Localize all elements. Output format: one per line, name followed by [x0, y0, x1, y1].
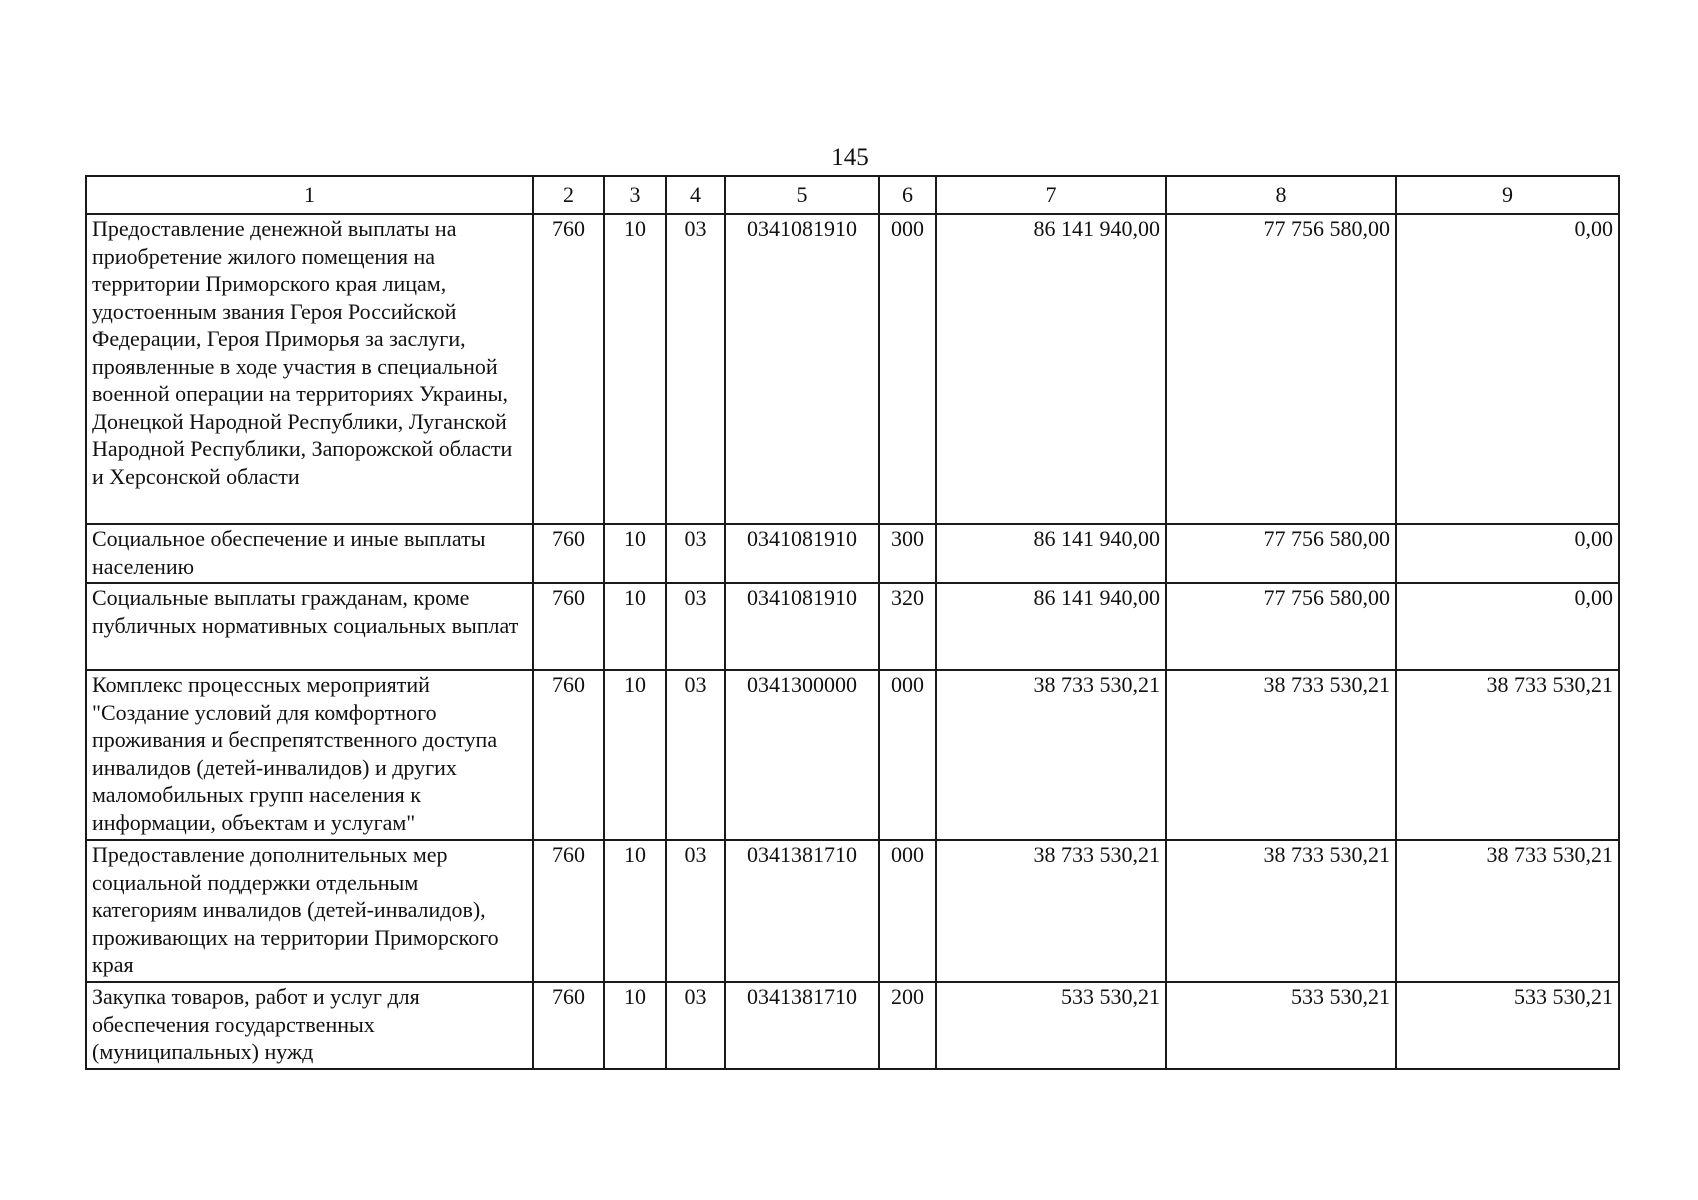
- header-cell: 7: [936, 176, 1166, 214]
- row-csr: 0341381710: [725, 840, 879, 982]
- row-sum-9: 38 733 530,21: [1396, 840, 1619, 982]
- row-sum-7: 86 141 940,00: [936, 524, 1166, 583]
- row-sum-8: 77 756 580,00: [1166, 583, 1396, 670]
- row-rz: 10: [604, 840, 666, 982]
- budget-table: [85, 175, 1620, 1070]
- header-row: [86, 176, 1619, 214]
- row-vr: 320: [879, 583, 936, 670]
- row-pr: 03: [666, 840, 725, 982]
- table-row: [86, 583, 1619, 670]
- row-sum-7: 38 733 530,21: [936, 670, 1166, 840]
- table-row: [86, 840, 1619, 982]
- table-row: [86, 214, 1619, 524]
- row-name: Закупка товаров, работ и услуг для обеспечения государственных (муниципальных) нужд: [86, 982, 533, 1069]
- header-cell: 3: [604, 176, 666, 214]
- row-vr: 300: [879, 524, 936, 583]
- table-row: [86, 982, 1619, 1069]
- row-name: Социальные выплаты гражданам, кроме публичных нормативных социальных выплат: [86, 583, 533, 670]
- row-name: Предоставление денежной выплаты на приобретение жилого помещения на территории Приморского края лицам, удостоенным звания Героя Российской Федерации, Героя Приморья за заслуги, проявленные в ходе участия в специальной военной операции на территориях Украины, Донецкой Народной Республики, Луганской Народной Республики, Запорожской области и Херсонской области: [86, 214, 533, 524]
- table-row: [86, 524, 1619, 583]
- row-rz: 10: [604, 524, 666, 583]
- row-sum-9: 0,00: [1396, 214, 1619, 524]
- row-grbs: 760: [533, 524, 604, 583]
- row-vr: 200: [879, 982, 936, 1069]
- row-csr: 0341081910: [725, 214, 879, 524]
- page-number: 145: [831, 144, 869, 171]
- row-sum-8: 77 756 580,00: [1166, 524, 1396, 583]
- row-rz: 10: [604, 670, 666, 840]
- row-rz: 10: [604, 583, 666, 670]
- row-sum-7: 533 530,21: [936, 982, 1166, 1069]
- row-sum-7: 86 141 940,00: [936, 214, 1166, 524]
- row-name: Комплекс процессных мероприятий "Создание условий для комфортного проживания и беспрепятственного доступа инвалидов (детей-инвалидов) и других маломобильных групп населения к информации, объектам и услугам": [86, 670, 533, 840]
- header-cell: 1: [86, 176, 533, 214]
- row-pr: 03: [666, 982, 725, 1069]
- row-rz: 10: [604, 214, 666, 524]
- row-name: Предоставление дополнительных мер социальной поддержки отдельным категориям инвалидов (детей-инвалидов), проживающих на территории Приморского края: [86, 840, 533, 982]
- row-sum-9: 0,00: [1396, 583, 1619, 670]
- header-cell: 6: [879, 176, 936, 214]
- row-vr: 000: [879, 670, 936, 840]
- row-pr: 03: [666, 214, 725, 524]
- row-sum-9: 0,00: [1396, 524, 1619, 583]
- row-sum-8: 38 733 530,21: [1166, 840, 1396, 982]
- row-sum-8: 77 756 580,00: [1166, 214, 1396, 524]
- row-vr: 000: [879, 840, 936, 982]
- row-grbs: 760: [533, 583, 604, 670]
- row-sum-7: 38 733 530,21: [936, 840, 1166, 982]
- row-csr: 0341081910: [725, 524, 879, 583]
- row-rz: 10: [604, 982, 666, 1069]
- row-grbs: 760: [533, 982, 604, 1069]
- header-cell: 2: [533, 176, 604, 214]
- row-name: Социальное обеспечение и иные выплаты населению: [86, 524, 533, 583]
- header-cell: 5: [725, 176, 879, 214]
- row-pr: 03: [666, 583, 725, 670]
- header-cell: 9: [1396, 176, 1619, 214]
- row-sum-9: 38 733 530,21: [1396, 670, 1619, 840]
- row-grbs: 760: [533, 840, 604, 982]
- header-cell: 4: [666, 176, 725, 214]
- row-pr: 03: [666, 670, 725, 840]
- row-grbs: 760: [533, 670, 604, 840]
- row-csr: 0341081910: [725, 583, 879, 670]
- row-sum-7: 86 141 940,00: [936, 583, 1166, 670]
- row-pr: 03: [666, 524, 725, 583]
- row-grbs: 760: [533, 214, 604, 524]
- row-sum-8: 533 530,21: [1166, 982, 1396, 1069]
- row-vr: 000: [879, 214, 936, 524]
- row-sum-9: 533 530,21: [1396, 982, 1619, 1069]
- header-cell: 8: [1166, 176, 1396, 214]
- row-csr: 0341381710: [725, 982, 879, 1069]
- row-csr: 0341300000: [725, 670, 879, 840]
- row-sum-8: 38 733 530,21: [1166, 670, 1396, 840]
- table-row: [86, 670, 1619, 840]
